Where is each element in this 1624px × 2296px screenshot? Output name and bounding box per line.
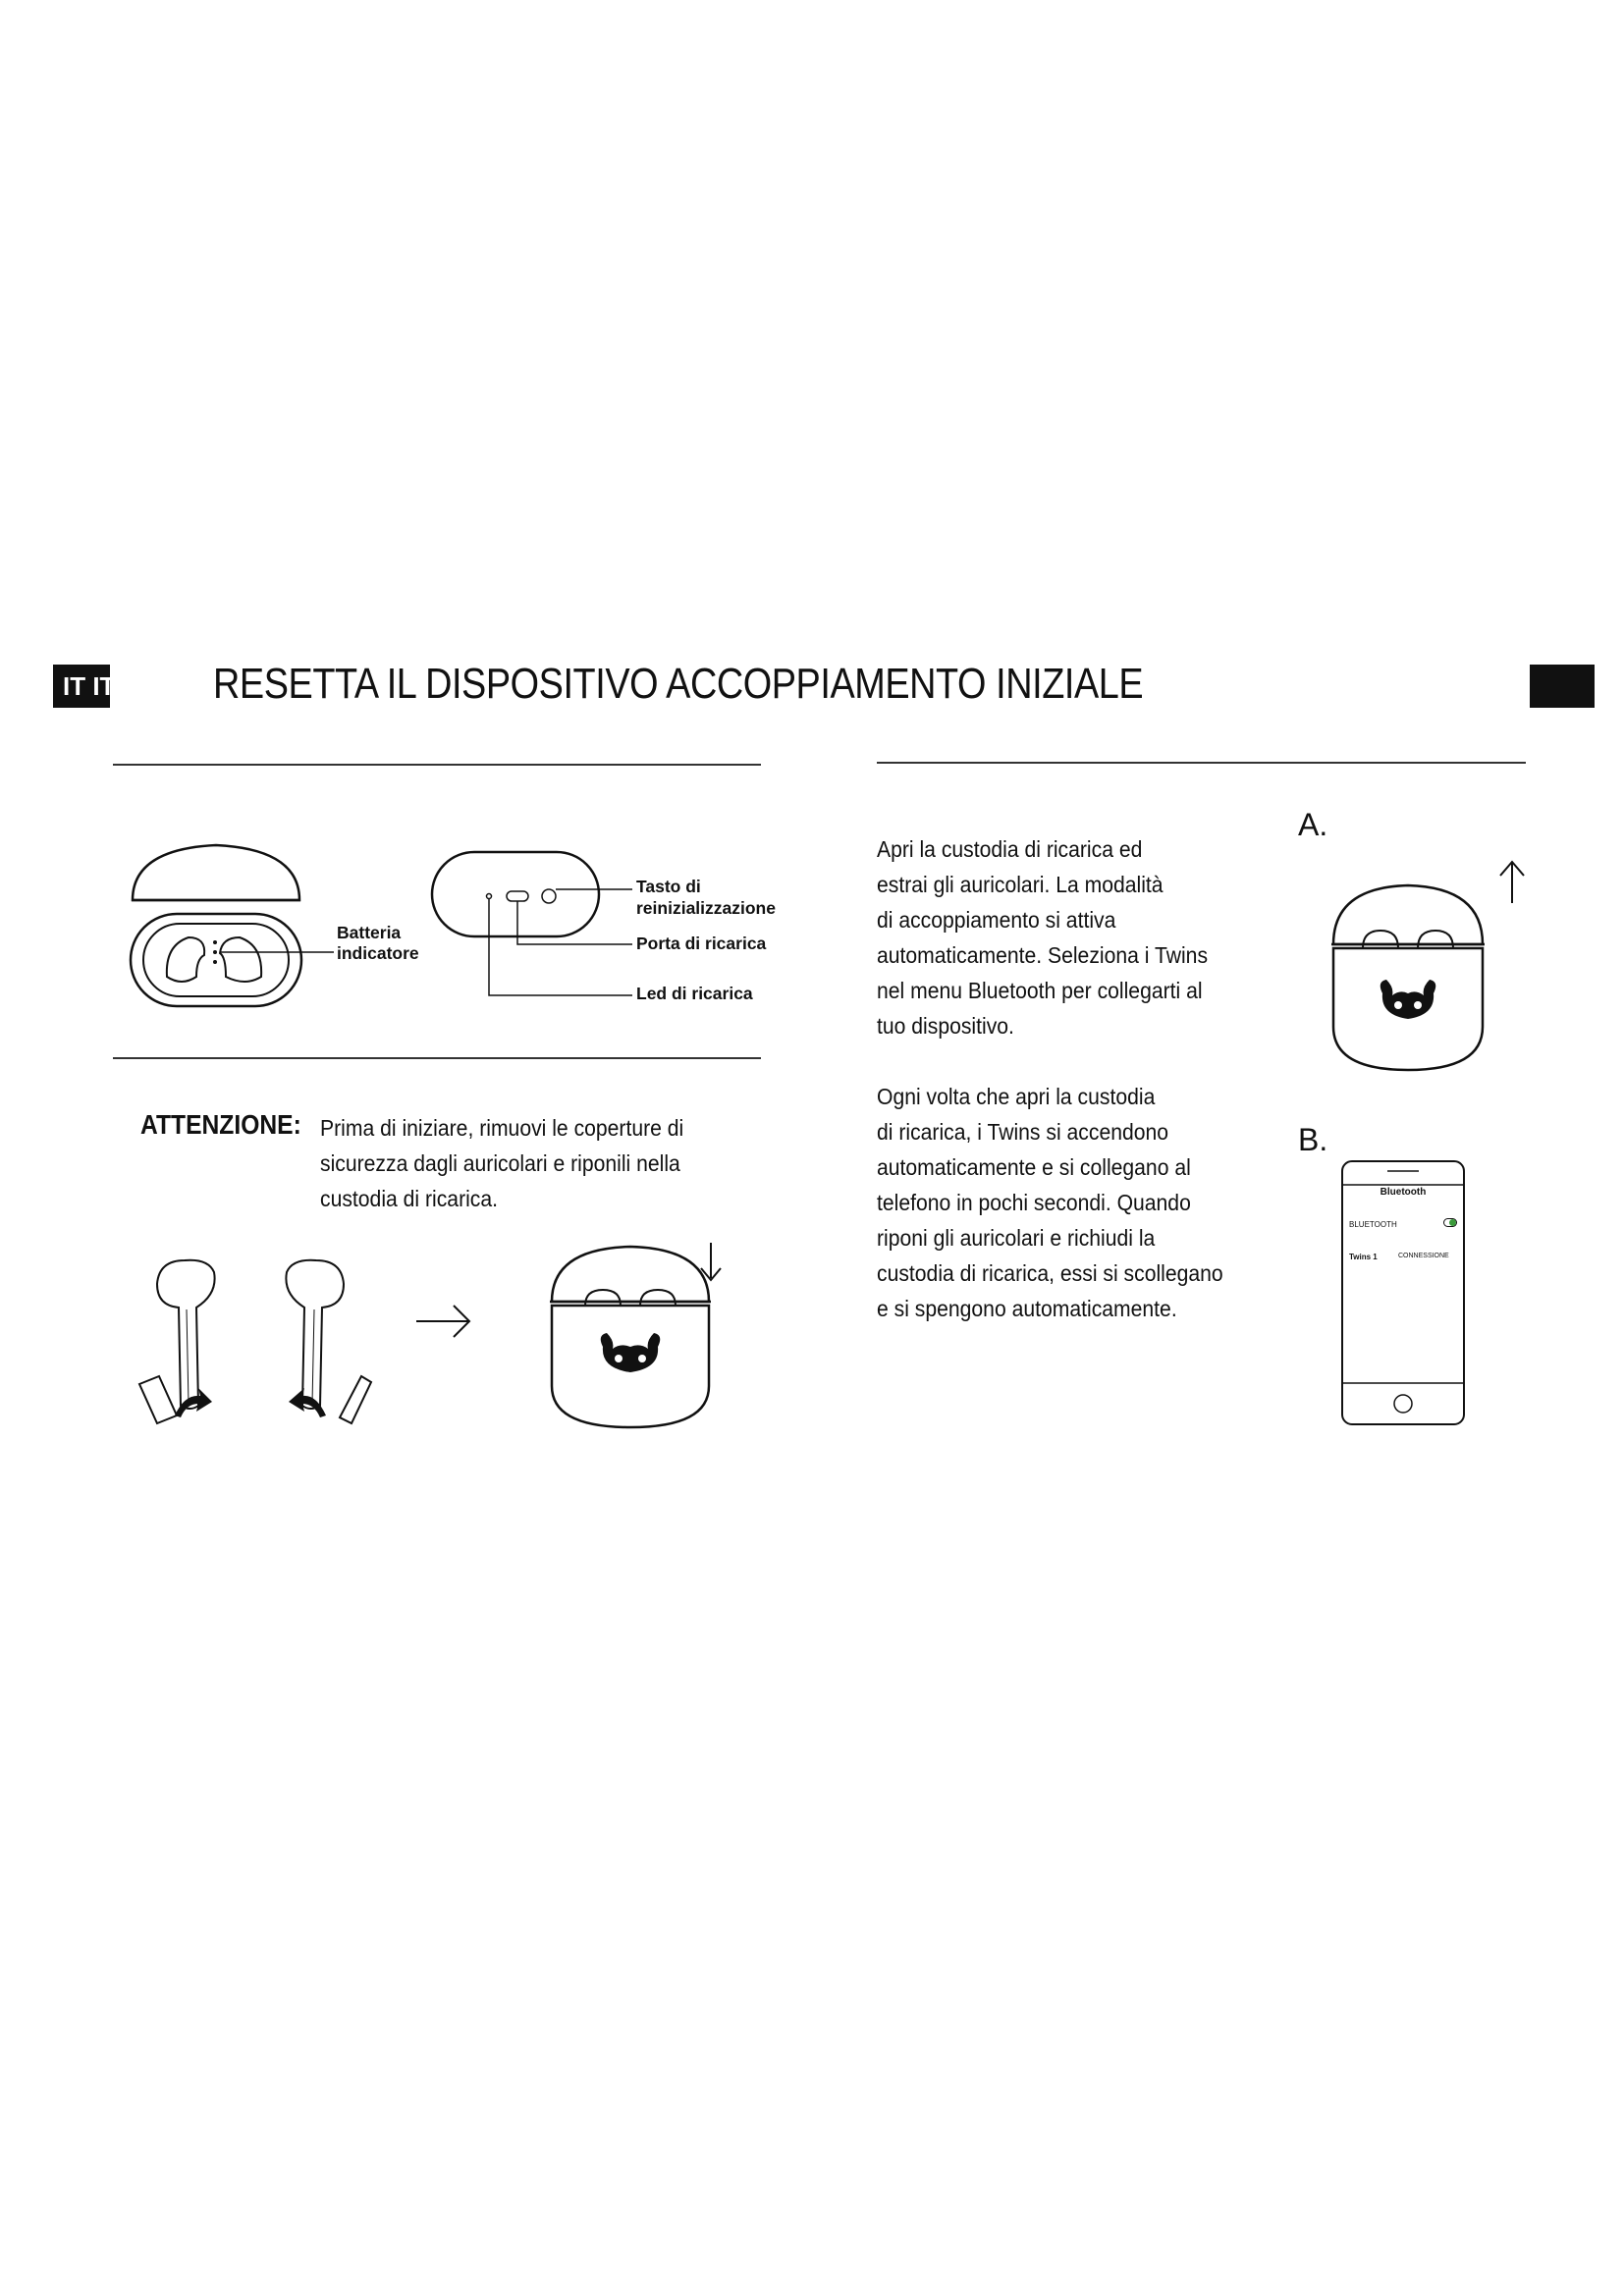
language-tag: IT IT bbox=[53, 665, 110, 708]
bluetooth-toggle-knob bbox=[1449, 1219, 1456, 1226]
battery-label-2: indicatore bbox=[337, 943, 419, 963]
instructions-p2-line-7: e si spengono automaticamente. bbox=[877, 1296, 1177, 1321]
attention-heading: ATTENZIONE: bbox=[140, 1109, 301, 1140]
instructions-p2-line-5: riponi gli auricolari e richiudi la bbox=[877, 1225, 1156, 1251]
earbuds-remove-covers-illustration bbox=[137, 1249, 373, 1435]
instructions-p2-line-1: Ogni volta che apri la custodia bbox=[877, 1084, 1156, 1109]
instructions-p2-line-2: di ricarica, i Twins si accendono bbox=[877, 1119, 1169, 1145]
charging-led-label: Led di ricarica bbox=[636, 984, 753, 1003]
instructions-p2-line-4: telefono in pochi secondi. Quando bbox=[877, 1190, 1191, 1215]
bluetooth-toggle[interactable] bbox=[1443, 1218, 1457, 1227]
page-title: RESETTA IL DISPOSITIVO ACCOPPIAMENTO INIZIALE bbox=[213, 660, 1144, 708]
case-open-illustration bbox=[1329, 854, 1526, 1080]
case-closing-illustration bbox=[542, 1239, 738, 1435]
phone-screen-title: Bluetooth bbox=[1380, 1187, 1427, 1198]
arrow-right-icon bbox=[414, 1302, 473, 1341]
page-number-box bbox=[1530, 665, 1595, 708]
phone-illustration bbox=[1340, 1159, 1466, 1426]
step-b-label: B. bbox=[1298, 1122, 1328, 1157]
attention-line-1: Prima di iniziare, rimuovi le coperture di bbox=[320, 1115, 684, 1141]
instructions-p1-line-2: estrai gli auricolari. La modalità bbox=[877, 872, 1164, 897]
instructions-p1-line-6: tuo dispositivo. bbox=[877, 1013, 1014, 1039]
divider-left-top bbox=[113, 764, 761, 766]
open-case-illustration bbox=[128, 839, 304, 1026]
instructions-p1-line-5: nel menu Bluetooth per collegarti al bbox=[877, 978, 1203, 1003]
instructions-p2-line-6: custodia di ricarica, essi si scollegano bbox=[877, 1260, 1223, 1286]
instructions-p1-line-3: di accoppiamento si attiva bbox=[877, 907, 1116, 933]
phone-device-name[interactable]: Twins 1 bbox=[1349, 1253, 1378, 1261]
instructions-p1-line-1: Apri la custodia di ricarica ed bbox=[877, 836, 1143, 862]
step-a-label: A. bbox=[1298, 807, 1328, 842]
reset-button-label-2: reinizializzazione bbox=[636, 898, 776, 918]
divider-left-bottom bbox=[113, 1057, 761, 1059]
attention-line-2: sicurezza dagli auricolari e riponili nella bbox=[320, 1150, 680, 1176]
attention-line-3: custodia di ricarica. bbox=[320, 1186, 499, 1211]
instructions-p2-line-3: automaticamente e si collegano al bbox=[877, 1154, 1191, 1180]
phone-bluetooth-row: BLUETOOTH bbox=[1349, 1220, 1397, 1229]
charging-port-label: Porta di ricarica bbox=[636, 934, 767, 953]
instructions-p1-line-4: automaticamente. Seleziona i Twins bbox=[877, 942, 1209, 968]
reset-button-label-1: Tasto di bbox=[636, 877, 701, 896]
battery-label-1: Batteria bbox=[337, 923, 402, 942]
phone-device-status: CONNESSIONE bbox=[1398, 1253, 1449, 1259]
divider-right-top bbox=[877, 762, 1526, 764]
